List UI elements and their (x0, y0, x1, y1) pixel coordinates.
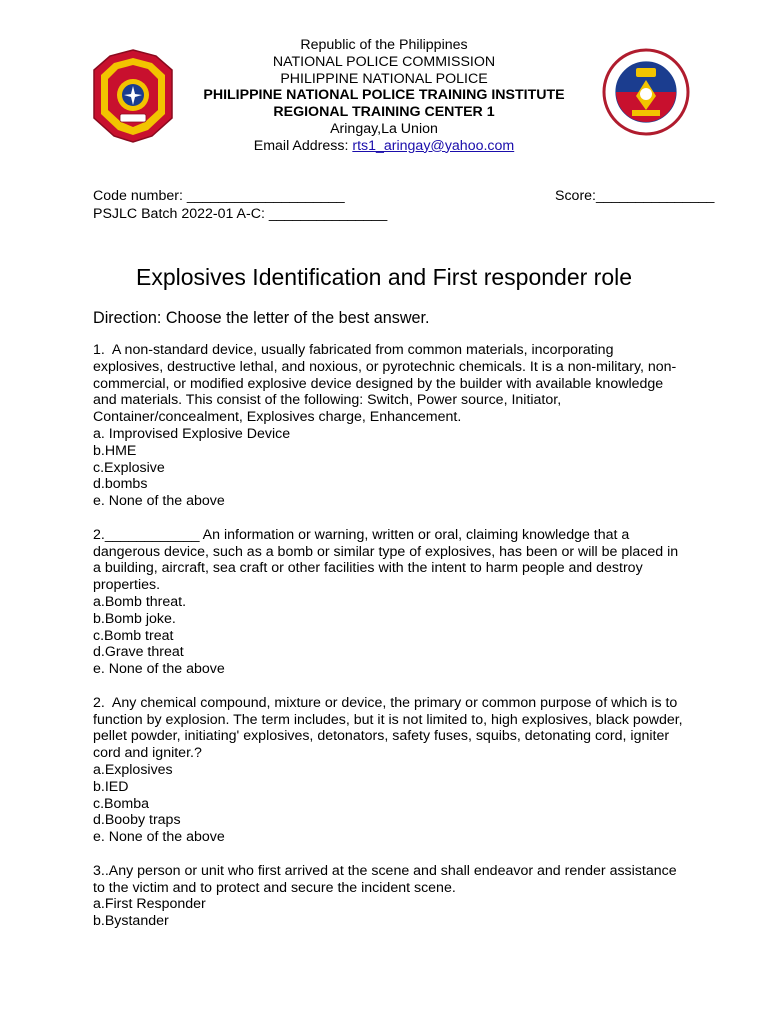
answer-choice: b.HME (93, 442, 137, 459)
pnp-seal-logo (90, 48, 176, 144)
answer-choice: d.Booby traps (93, 812, 181, 829)
answer-choice: e. None of the above (93, 829, 225, 846)
question-stem: 1. A non-standard device, usually fabricated from common materials, incorporating explosives, destructive lethal, and noxious, or pyrotechnic chemicals. It is a non-military, non-commercial, or modified explosive device designed by the builder with available knowledge and materials. This consist of the following: Switch, Power source, Initiator, Container/concealment, Explosives charge, Enhancement. (93, 342, 677, 426)
score-field: Score:_______________ (555, 188, 715, 204)
answer-choice: a.Bomb threat. (93, 593, 187, 610)
answer-choice: d.bombs (93, 476, 148, 493)
letterhead (180, 37, 588, 155)
answer-choice: b.Bomb joke. (93, 610, 176, 627)
answer-choice: a. Improvised Explosive Device (93, 425, 291, 442)
question-item (93, 527, 683, 678)
code-number-field: Code number: ____________________ (93, 188, 345, 204)
page-title: Explosives Identification and First responder role (135, 264, 633, 290)
email-label: Email Address: (253, 137, 353, 154)
question-stem: 3..Any person or unit who first arrived at the scene and shall endeavor and render assistance to the victim and to protect and secure the incident scene. (93, 862, 681, 896)
pnpti-seal-logo (602, 46, 690, 138)
header-line-republic: Republic of the Philippines (300, 37, 468, 53)
questions-list (93, 342, 687, 947)
batch-field: PSJLC Batch 2022-01 A-C: _______________ (93, 206, 388, 222)
answer-choice: c.Bomb treat (93, 627, 174, 644)
answer-choice: e. None of the above (93, 493, 225, 510)
header-line-institute: PHILIPPINE NATIONAL POLICE TRAINING INSTITUTE (203, 87, 565, 104)
header-line-napolcom: NATIONAL POLICE COMMISSION (272, 53, 496, 70)
answer-choice: b.IED (93, 778, 129, 795)
header-line-pnp: PHILIPPINE NATIONAL POLICE (280, 70, 488, 87)
question-item (93, 863, 683, 930)
answer-choice: c.Explosive (93, 459, 165, 476)
email-link[interactable]: rts1_aringay@yahoo.com (352, 137, 515, 154)
answer-choice: c.Bomba (93, 795, 149, 812)
answer-choice: e. None of the above (93, 661, 225, 678)
header-line-rtc: REGIONAL TRAINING CENTER 1 (273, 104, 495, 121)
directions: Direction: Choose the letter of the best answer. (93, 309, 430, 327)
header-line-location: Aringay,La Union (330, 120, 438, 137)
answer-choice: a.First Responder (93, 896, 206, 913)
question-stem: 2.____________ An information or warning, written or oral, claiming knowledge that a dangerous device, such as a bomb or similar type of explosives, has been or will be placed in a building, aircraft, sea craft or other facilities with the intent to harm people and destroy properties. (93, 526, 683, 594)
answer-choice: a.Explosives (93, 761, 173, 778)
question-stem: 2. Any chemical compound, mixture or device, the primary or common purpose of which is to function by explosion. The term includes, but it is not limited to, high explosives, black powder, pellet powder, initiating' explosives, detonators, safety fuses, squibs, detonating cord, igniter cord and igniter.? (93, 694, 687, 762)
answer-choice: d.Grave threat (93, 644, 184, 661)
answer-choice: b.Bystander (93, 913, 169, 930)
header-email-line (180, 138, 588, 155)
question-item (93, 342, 683, 510)
question-item (93, 694, 687, 846)
